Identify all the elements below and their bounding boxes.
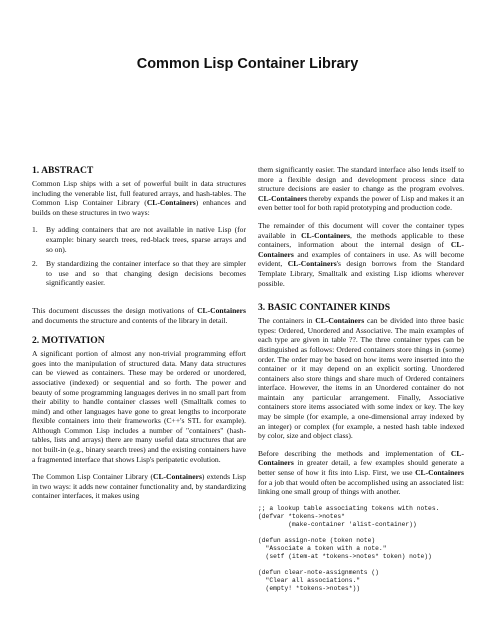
left-column [32, 165, 246, 509]
abstract-paragraph: Common Lisp ships with a set of powerful built in data structures including the venerable list, full featured arrays, and hash-tables. The Common Lisp Container Library (CL-Containers) enhances and builds on these structures in two ways: [32, 179, 246, 217]
motivation-continued-paragraph: them significantly easier. The standard interface also lends itself to more a flexible design and development process since data structure decisions are easier to change as the program evolves. CL-Containers thereby expands the power of Lisp and makes it an even better tool for both rapid prototyping and production code. [258, 165, 464, 213]
paper-title: Common Lisp Container Library [136, 56, 359, 72]
section-motivation-heading: 2. MOTIVATION [32, 335, 105, 347]
container-kinds-paragraph-2: Before describing the methods and implementation of CL-Containers in greater detail, a few examples should generate a better sense of how it fits into Lisp. First, we use CL-Containers for a job that would often be accomplished using an associated list: linking one small group of things with another. [258, 448, 464, 497]
list-item-number: 2. [32, 259, 38, 269]
motivation-paragraph-2: The Common Lisp Container Library (CL-Containers) extends Lisp in two ways: it adds new container functionality and, by standardizing container interfaces, it makes using [32, 472, 246, 501]
document-overview-paragraph: The remainder of this document will cover the container types available in CL-Containers, the methods applicable to these containers, information about the internal design of CL-Containers and examples of containers in use. As will become evident, CL-Containers's design borrows from the Standard Template Library, Smalltalk and existing Lisp idioms wherever possible. [258, 220, 465, 288]
list-item [32, 225, 246, 254]
list-item-text: By adding containers that are not available in native Lisp (for example: binary search trees, red-black trees, sparse arrays and so on). [46, 225, 246, 254]
right-column [258, 165, 464, 593]
list-item [32, 259, 246, 288]
motivation-paragraph-1: A significant portion of almost any non-trivial programming effort goes into the manipulation of structured data. Many data structures can be viewed as containers. These may be ordered or unordered, associative (indexed) or sequential and so forth. The power and beauty of some programming languages derives in no small part from their ability to handle container classes well (Smalltalk comes to mind) and other languages have gone to great lengths to incorporate flexible containers into their frameworks (C++'s STL for example). Although Common Lisp includes a number of "containers" (hash-tables, lists and arrays) there are many useful data structures that are not built-in (e.g., binary search trees) and the existing containers have a fragmented interface that shows Lisp's peripatetic evolution. [32, 349, 246, 464]
section-abstract-heading: 1. ABSTRACT [32, 165, 94, 176]
list-item-number: 1. [32, 225, 38, 235]
container-kinds-paragraph-1: The containers in CL-Containers can be divided into three basic types: Ordered, Unordered and Associative. The main examples of each type are given in table ??. The three container types can be distinguished as follows: Ordered containers store things in (some) order. The order may be based on how items were inserted into the container or it may depend on an explicit sorting. Unordered containers also store things and share much of Ordered containers interface. However, the items in an Unordered container do not maintain any particular arrangement. Finally, Associative containers store items associated with some index or key. The key may be simple (for example, a one-dimensional array indexed by an integer) or complex (for example, a nested hash table indexed by color, size and object class). [258, 316, 464, 441]
code-listing: ;; a lookup table associating tokens with notes. (defvar *tokens->notes* (make-container 'alist-container)) (defun assign-note (token note) "Associate a token with a note." (setf (item-at *tokens->notes* token) note)) (defun clear-note-assignments () "Clear all associations." (empty! *tokens->notes*)) [258, 504, 440, 592]
list-item-text: By standardizing the container interface so that they are simpler to use and so that changing design decisions becomes significantly easier. [46, 259, 246, 288]
section-container-kinds-heading: 3. BASIC CONTAINER KINDS [258, 302, 391, 314]
abstract-closing-paragraph: This document discusses the design motivations of CL-Containers and documents the structure and contents of the library in detail. [32, 305, 246, 325]
abstract-list [32, 225, 246, 288]
